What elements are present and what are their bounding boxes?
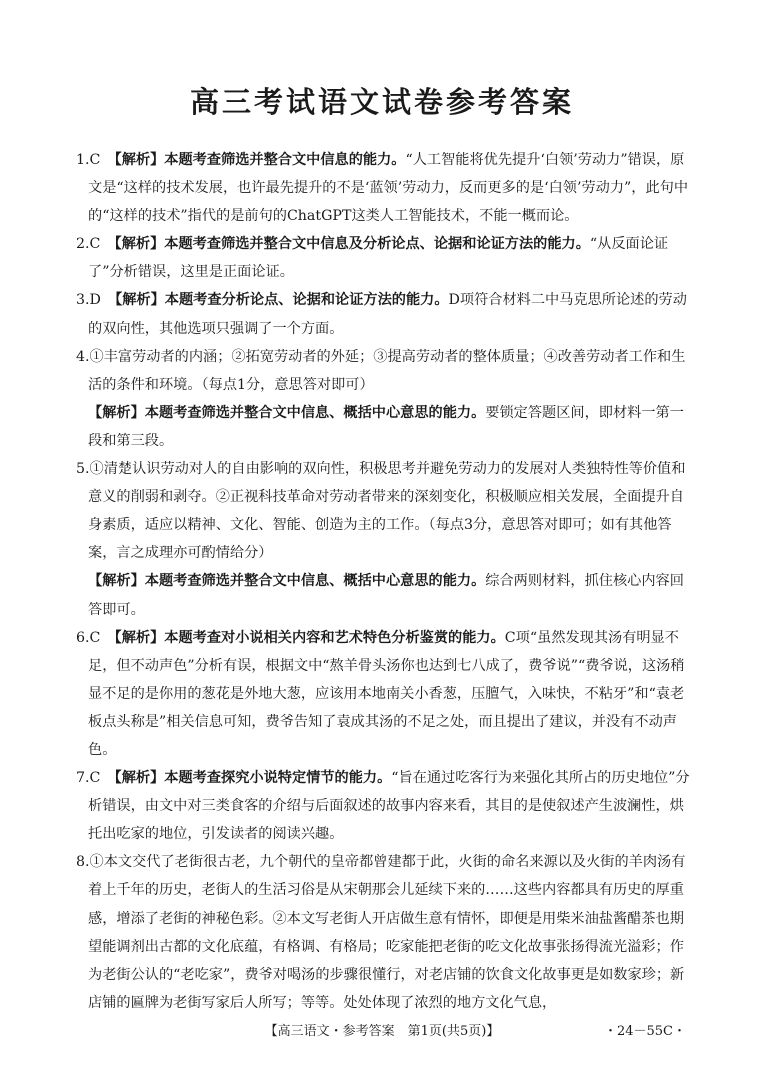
answer-item-1 [76, 146, 696, 230]
answer-item-3 [76, 286, 696, 342]
analysis-text: D项符合材料二中马克思所论述的劳动的双向性，其他选项只强调了一个方面。 [88, 292, 687, 337]
item-answer: C [89, 770, 101, 787]
analysis-text: “从反面论证了”分析错误，这里是正面论证。 [88, 236, 669, 281]
item-number: 1. [76, 152, 90, 168]
item-answer: C [89, 236, 101, 253]
answer-list [76, 146, 696, 1017]
footer-page-info: 【高三语文・参考答案 第1页(共5页)】 [264, 1024, 500, 1039]
analysis-tag: 【解析】 [114, 770, 165, 787]
item-number: 7. [76, 770, 90, 787]
analysis-lead: 本题考查筛选并整合文中信息、概括中心意思的能力。 [144, 573, 486, 590]
analysis-tag: 【解析】 [88, 573, 145, 590]
answer-item-6 [76, 624, 696, 764]
answer-item-8 [76, 848, 696, 1017]
analysis-text: 综合两则材料，抓住核心内容回答即可。 [88, 573, 684, 618]
analysis-tag: 【解析】 [114, 629, 165, 646]
analysis-block-4 [76, 399, 696, 455]
item-number: 5. [76, 461, 90, 478]
analysis-tag: 【解析】 [114, 236, 165, 253]
item-number: 2. [76, 236, 90, 253]
item-answer-text: ①清楚认识劳动对人的自由影响的双向性，积极思考并避免劳动力的发展对人类独特性等价值和意义的削弱和剥夺。②正视科技革命对劳动者带来的深刻变化，积极顺应相关发展，全面提升自身素质，适应以精神、文化、智能、创造为主的工作。（每点3分，意思答对即可；如有其他答案，言之成理亦可酌情给分） [88, 461, 686, 562]
analysis-block-5 [76, 567, 696, 623]
item-number: 4. [76, 348, 90, 365]
analysis-lead: 本题考查筛选并整合文中信息、概括中心意思的能力。 [144, 404, 486, 421]
item-answer: C [89, 152, 101, 168]
item-number: 8. [76, 854, 90, 871]
answer-item-5 [76, 455, 696, 567]
page-title: 高三考试语文试卷参考答案 [189, 85, 574, 119]
analysis-tag: 【解析】 [114, 152, 165, 168]
analysis-lead: 本题考查对小说相关内容和艺术特色分析鉴赏的能力。 [164, 629, 505, 646]
item-number: 3. [76, 292, 90, 309]
answer-item-4 [76, 343, 696, 399]
analysis-text: 要锁定答题区间，即材料一第一段和第三段。 [88, 404, 684, 449]
item-number: 6. [76, 629, 90, 646]
analysis-lead: 本题考查分析论点、论据和论证方法的能力。 [164, 292, 449, 309]
answer-item-7 [76, 764, 696, 848]
analysis-lead: 本题考查探究小说特定情节的能力。 [164, 770, 392, 787]
item-answer: C [89, 629, 101, 646]
analysis-text: C项“虽然发现其汤有明显不足，但不动声色”分析有误，根据文中“熬羊骨头汤你也达到七八成了，费爷说”“费爷说，这汤稍显不足的是你用的葱花是外地大葱，应该用本地南关小香葱，压膻气，入味快，不粘牙”和“袁老板点头称是”相关信息可知，费爷告知了袁成其汤的不足之处，而且提出了建议，并没有不动声色。 [88, 629, 685, 758]
analysis-lead: 本题考查筛选并整合文中信息的能力。 [164, 152, 406, 168]
analysis-tag: 【解析】 [115, 292, 165, 309]
analysis-text: “旨在通过吃客行为来强化其所占的历史地位”分析错误，由文中对三类食客的介绍与后面叙述的故事内容来看，其目的是使叙述产生波澜性，烘托出吃家的地位，引发读者的阅读兴趣。 [88, 770, 690, 843]
item-answer-text: ①本文交代了老街很古老，九个朝代的皇帝都曾建都于此，火街的命名来源以及火街的羊肉汤有着上千年的历史，老街人的生活习俗是从宋朝那会儿延续下来的……这些内容都具有历史的厚重感，增添了老街的神秘色彩。②本文写老街人开店做生意有情怀，即便是用柴米油盐酱醋茶也期望能调剂出古都的文化底蕴，有格调、有格局；吃家能把老街的吃文化故事张扬得流光溢彩；作为老街公认的“老吃家”，费爷对喝汤的步骤很懂行，对老店铺的饮食文化故事更是如数家珍；新店铺的匾牌为老街写家后人所写；等等。处处体现了浓烈的地方文化气息， [88, 854, 686, 1011]
footer-exam-code: ・24－55C・ [603, 1024, 686, 1039]
item-answer: D [89, 292, 101, 309]
analysis-tag: 【解析】 [88, 404, 145, 421]
answer-item-2 [76, 230, 696, 286]
analysis-text: “人工智能将优先提升‘白领’劳动力”错误，原文是“这样的技术发展，也许最先提升的不是‘蓝领’劳动力，反而更多的是‘白领’劳动力”，此句中的“这样的技术”指代的是前句的ChatGPT这类人工智能技术，不能一概而论。 [88, 152, 689, 225]
analysis-lead: 本题考查筛选并整合文中信息及分析论点、论据和论证方法的能力。 [164, 236, 590, 253]
item-answer-text: ①丰富劳动者的内涵；②拓宽劳动者的外延；③提高劳动者的整体质量；④改善劳动者工作和生活的条件和环境。（每点1分，意思答对即可） [88, 348, 686, 393]
